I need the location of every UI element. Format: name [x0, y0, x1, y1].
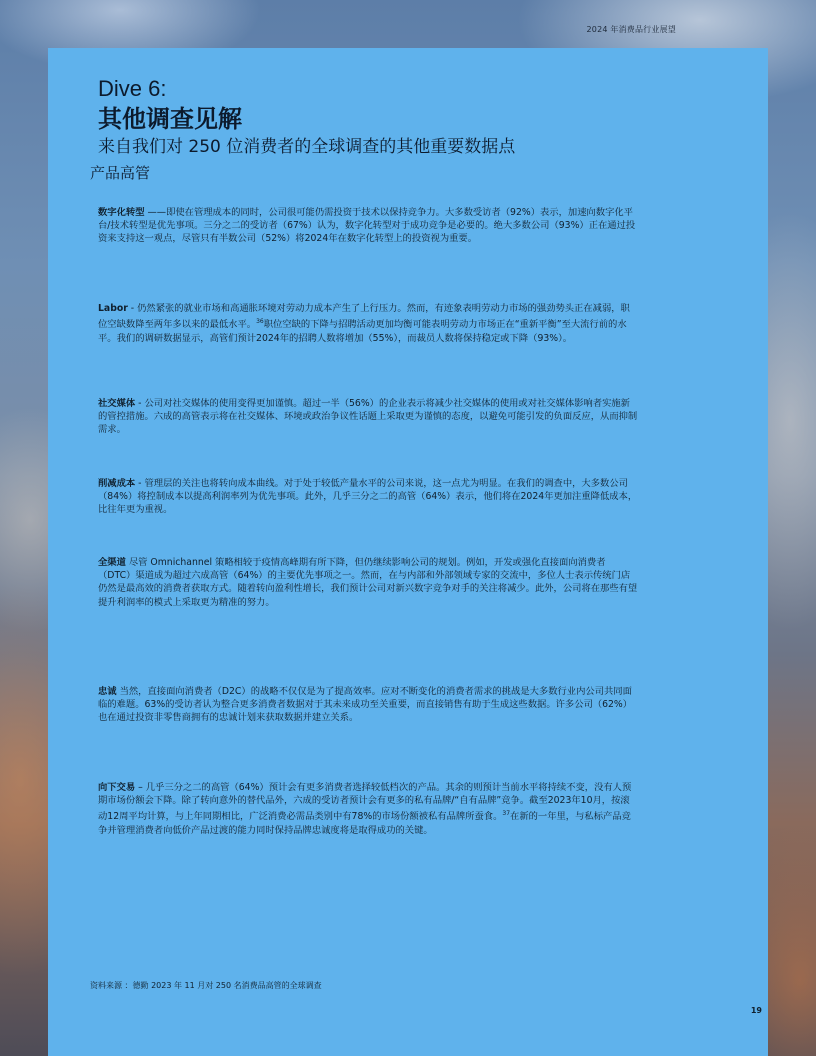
paragraph-body: 几乎三分之二的高管（64%）预计会有更多消费者选择较低档次的产品。其余的则预计当前水平将持续不变，没有人预期市场份额会下降。除了转向意外的替代品外，六成的受访者预计会有更多的私有品牌/“自有品牌”竞争。截至2023年10月，按滚动12周平均计算，与上年同期相比，广泛消费必需品类别中有78%的市场份额被私有品牌所蚕食。	[98, 782, 632, 823]
paragraph-lead: 忠诚	[98, 686, 117, 697]
paragraph-lead: 社交媒体	[98, 398, 136, 409]
dive-label: Dive 6:	[98, 76, 167, 101]
paragraph-labor	[98, 302, 638, 345]
paragraph-trading-down	[98, 781, 638, 837]
source-note: 资料来源 ：德勤 2023 年 11 月对 250 名消费品高管的全球调查	[90, 981, 322, 990]
paragraph-lead: 向下交易	[98, 782, 136, 793]
page-title: 其他调查见解	[98, 105, 242, 133]
paragraph-omnichannel	[98, 556, 638, 609]
paragraph-cost-cutting	[98, 477, 638, 517]
paragraph-loyalty	[98, 685, 638, 725]
footnote-ref: 37	[502, 810, 511, 818]
footnote-ref: 36	[256, 318, 264, 326]
paragraph-separator: -	[135, 478, 145, 489]
section-heading: 产品高管	[90, 164, 151, 182]
paragraph-lead: 全渠道	[98, 557, 126, 568]
paragraph-body: 管理层的关注也将转向成本曲线。对于处于较低产量水平的公司来说，这一点尤为明显。在我们的调查中，大多数公司（84%）将控制成本以提高利润率列为优先事项。此外，几乎三分之二的高管（64%）表示，他们将在2024年更加注重降低成本，比往年更为重视。	[98, 478, 638, 516]
paragraph-lead: Labor	[98, 303, 128, 314]
page-number: 19	[750, 1006, 762, 1015]
paragraph-body: 即使在管理成本的同时，公司很可能仍需投资于技术以保持竞争力。大多数受访者（92%）表示，加速向数字化平台/技术转型是优先事项。三分之二的受访者（67%）认为，数字化转型对于成功竞争是必要的。绝大多数公司（93%）正在通过投资来支持这一观点，尽管只有半数公司（52%）将2024年在数字化转型上的投资视为重要。	[98, 207, 636, 245]
paragraph-body: 当然，直接面向消费者（D2C）的战略不仅仅是为了提高效率。应对不断变化的消费者需求的挑战是大多数行业内公司共同面临的难题。63%的受访者认为整合更多消费者数据对于其未来成功至关重要，而直接销售有助于生成这些数据。许多公司（62%）也在通过投资非零售商拥有的忠诚计划来获取数据并建立关系。	[98, 686, 633, 724]
paragraph-body-continued: 职位空缺的下降与招聘活动更加均衡可能表明劳动力市场正在“重新平衡”至大流行前的水平。我们的调研数据显示，高管们预计2024年的招聘人数将增加（55%），而裁员人数将保持稳定或下降（93%）。	[98, 319, 627, 344]
paragraph-separator: -	[127, 303, 138, 314]
paragraph-separator: -	[135, 398, 145, 409]
paragraph-social-media	[98, 397, 638, 437]
paragraph-separator: ——	[144, 207, 167, 218]
page-subtitle: 来自我们对 250 位消费者的全球调查的其他重要数据点	[98, 137, 516, 157]
paragraph-body: 仍然紧张的就业市场和高通胀环境对劳动力成本产生了上行压力。然而，有迹象表明劳动力市场的强劲势头正在减弱，职位空缺数降至两年多以来的最低水平。	[98, 303, 630, 331]
paragraph-body: 公司对社交媒体的使用变得更加谨慎。超过一半（56%）的企业表示将减少社交媒体的使用或对社交媒体影响者实施新的管控措施。六成的高管表示将在社交媒体、环境或政治争议性话题上采取更为谨慎的态度，以避免可能引发的负面反应，从而抑制需求。	[98, 398, 638, 436]
paragraph-digital-transformation	[98, 206, 638, 246]
paragraph-lead: 数字化转型	[98, 207, 145, 218]
paragraph-body-continued: 在新的一年里，与私标产品竞争并管理消费者向低价产品过渡的能力同时保持品牌忠诚度将是取得成功的关键。	[98, 811, 631, 836]
paragraph-separator: –	[135, 782, 146, 793]
report-header-label: 2024 年消费品行业展望	[586, 25, 676, 34]
paragraph-body: 尽管 Omnichannel 策略相较于疫情高峰期有所下降，但仍继续影响公司的规划。例如，开发或强化直接面向消费者（DTC）渠道成为超过六成高管（64%）的主要优先事项之一。然而，在与内部和外部领域专家的交流中，多位人士表示传统门店仍然是最高效的消费者获取方式。随着转向盈利性增长，我们预计公司对新兴数字竞争对手的关注将减少。此外，公司将在那些有望提升利润率的模式上采取更为精准的努力。	[98, 557, 638, 608]
content-panel	[48, 48, 768, 1056]
paragraph-lead: 削减成本	[98, 478, 136, 489]
